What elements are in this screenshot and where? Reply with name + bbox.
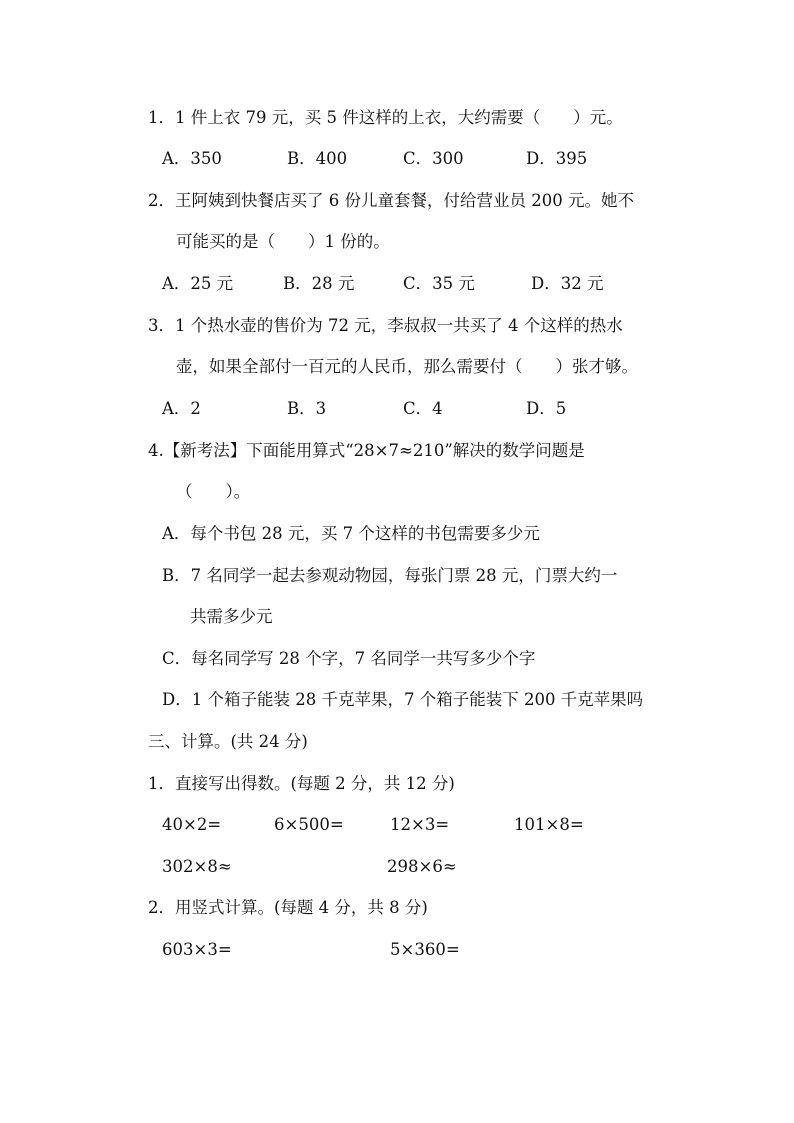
section-3-title: 三、计算。(共 24 分) — [148, 732, 308, 751]
question-1-option-c: C．300 — [403, 149, 464, 168]
question-2-option-a: A．25 元 — [162, 274, 234, 293]
calc-item-3: 12×3= — [390, 815, 450, 834]
question-2-option-d: D．32 元 — [531, 274, 604, 293]
question-4-option-b-line1: B．7 名同学一起去参观动物园，每张门票 28 元，门票大约一 — [162, 566, 618, 585]
question-2-option-c: C．35 元 — [403, 274, 475, 293]
calc-item-4: 101×8= — [514, 815, 584, 834]
question-4-option-c: C．每名同学写 28 个字，7 名同学一共写多少个字 — [162, 649, 536, 668]
question-1-option-d: D．395 — [526, 149, 588, 168]
question-4-stem-line2: （ ）。 — [176, 482, 251, 501]
estimate-item-2: 298×6≈ — [387, 857, 457, 876]
question-3-stem-line1: 3．1 个热水壶的售价为 72 元，李叔叔一共买了 4 个这样的热水 — [148, 316, 623, 335]
vertical-calc-item-2: 5×360= — [390, 940, 460, 959]
calc-item-1: 40×2= — [162, 815, 222, 834]
question-3-option-a: A．2 — [162, 399, 201, 418]
question-2-option-b: B．28 元 — [283, 274, 355, 293]
question-3-option-c: C．4 — [403, 399, 443, 418]
question-1-option-b: B．400 — [287, 149, 348, 168]
question-2-stem-line2: 可能买的是（ ）1 份的。 — [176, 232, 390, 251]
vertical-calc-item-1: 603×3= — [162, 940, 232, 959]
section-3-part-1-title: 1．直接写出得数。(每题 2 分，共 12 分) — [148, 774, 455, 793]
question-1-stem: 1．1 件上衣 79 元，买 5 件这样的上衣，大约需要（ ）元。 — [148, 108, 623, 127]
section-3-part-2-title: 2．用竖式计算。(每题 4 分，共 8 分) — [148, 898, 428, 917]
question-4-option-d: D．1 个箱子能装 28 千克苹果，7 个箱子能装下 200 千克苹果吗 — [162, 690, 644, 709]
estimate-item-1: 302×8≈ — [162, 857, 232, 876]
question-4-option-b-line2: 共需多少元 — [190, 607, 273, 626]
calc-item-2: 6×500= — [274, 815, 344, 834]
question-1-option-a: A．350 — [162, 149, 222, 168]
question-3-option-d: D．5 — [526, 399, 567, 418]
question-2-stem-line1: 2．王阿姨到快餐店买了 6 份儿童套餐，付给营业员 200 元。她不 — [148, 191, 634, 210]
question-4-option-a: A．每个书包 28 元，买 7 个这样的书包需要多少元 — [162, 524, 540, 543]
question-3-option-b: B．3 — [287, 399, 327, 418]
question-3-stem-line2: 壶，如果全部付一百元的人民币，那么需要付（ ）张才够。 — [176, 357, 638, 376]
question-4-stem-line1: 4.【新考法】下面能用算式“28×7≈210”解决的数学问题是 — [148, 441, 585, 460]
